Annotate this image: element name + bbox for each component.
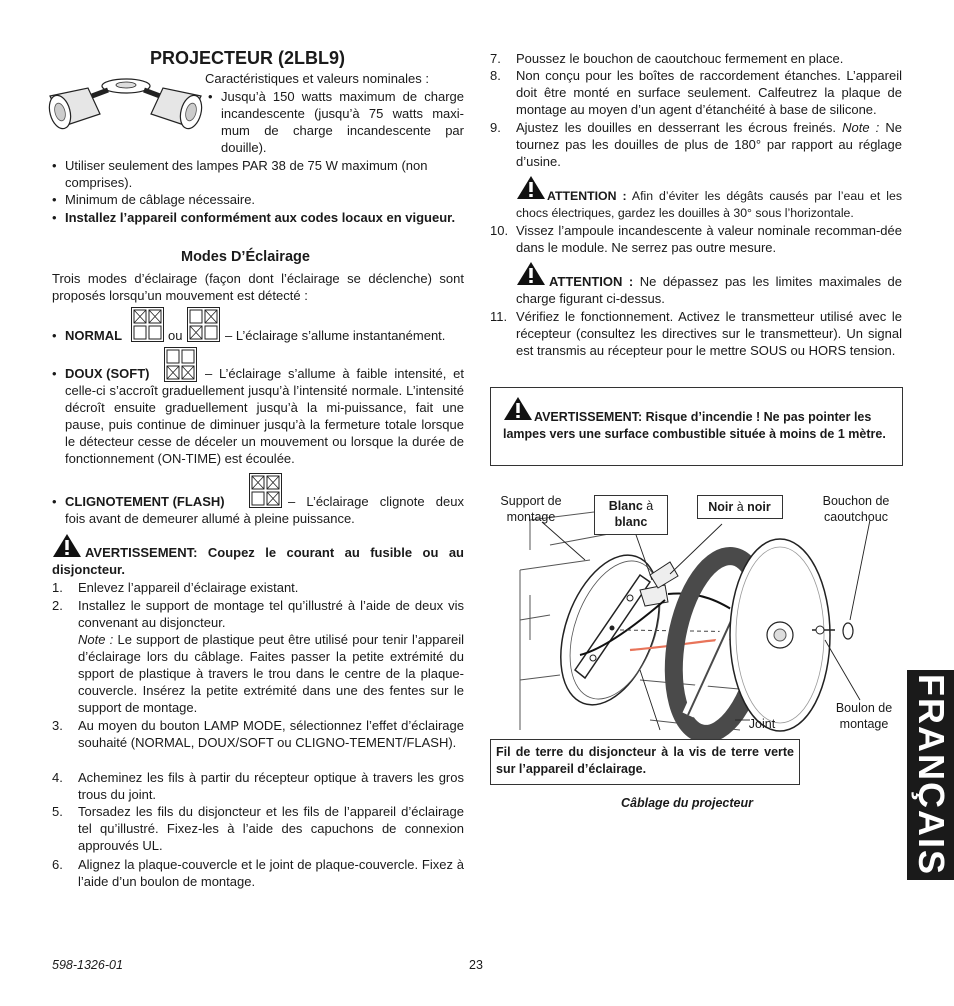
bolt-label: Boulon de montage: [835, 701, 893, 731]
page-number: 23: [469, 958, 483, 972]
black-wire-text: Noir à noir: [708, 500, 771, 514]
step-text: Poussez le bouchon de caoutchouc fermement en place.: [516, 51, 844, 66]
bullet-text: Installez l’appareil conformément aux codes locaux en vigueur.: [65, 210, 456, 225]
mode-label: DOUX (SOFT): [65, 366, 150, 381]
plug-label: Bouchon de caoutchouc: [822, 494, 890, 524]
bullet-text: Utiliser seulement des lampes PAR 38 de 75 W maximum (non comprises).: [65, 158, 428, 190]
gasket-label: Joint: [748, 717, 776, 731]
mode-normal-icon: [187, 307, 220, 342]
ground-note-text: Fil de terre du disjoncteur à la vis de terre verte sur l’appareil d’éclairage.: [496, 745, 794, 776]
step-text: Acheminez les fils à partir du récepteur optique à travers les gros trous du joint.: [78, 770, 464, 802]
step-text: Vérifiez le fonctionnement. Activez le transmetteur utilisé avec le récepteur (consultez les directives sur le transmetteur). Un signal est transmis au récepteur pour le mettre SOUS ou HORS tension.: [516, 309, 902, 358]
figure-caption: Câblage du projecteur: [621, 796, 753, 810]
language-tab: [907, 670, 954, 880]
specs-line: Jusqu’à 150 watts maximum de charge: [221, 89, 464, 104]
step-text: Installez le support de montage tel qu’illustré à l’aide de deux vis convenant au disjoncteur.: [78, 598, 464, 630]
attention-text: ATTENTION : Ne dépassez pas les limites maximales de charge figurant ci-dessus.: [516, 274, 902, 306]
attention-text: ATTENTION : Afin d’éviter les dégâts causés par l’eau et les chocs électriques, gardez les douilles à 30° sous l’horizontale.: [516, 189, 902, 220]
page-title: PROJECTEUR (2LBL9): [150, 48, 346, 68]
mode-normal-icon: [131, 307, 164, 342]
language-tab-label: FRANÇAIS: [910, 674, 952, 876]
modes-intro: Trois modes d’éclairage (façon dont l’éclairage se déclenche) sont proposés lorsqu’un mouvement est détecté :: [52, 271, 464, 303]
step-text: Vissez l’ampoule incandescente à valeur nominale recomman-dée dans le module. Ne serrez pas outre mesure.: [516, 223, 902, 255]
white-wire-text: Blanc à blanc: [608, 499, 654, 529]
step-note: Note : Le support de plastique peut être utilisé pour tenir l’appareil d’éclairage lors du câblage. Faites passer la petite extrémité du spport de plastique à travers le trou dans le centre de la plaque-couvercle. Insérez la petite extrémité dans une des fentes sur le support de montage.: [78, 632, 465, 715]
specs-line: douille).: [221, 140, 267, 155]
specs-heading: Caractéristiques et valeurs nominales :: [205, 71, 429, 86]
bullet-text: Minimum de câblage nécessaire.: [65, 192, 256, 207]
mode-label: CLIGNOTEMENT (FLASH): [65, 494, 225, 509]
mode-text: – L’éclairage clignote deux fois avant de demeurer allumé à pleine puissance.: [65, 494, 464, 526]
fire-warning-text: AVERTISSEMENT: Risque d’incendie ! Ne pas pointer les lampes vers une surface combustible située à moins de 1 mètre.: [503, 410, 886, 441]
step-text: Enlevez l’appareil d’éclairage existant.: [78, 580, 299, 595]
specs-line: incandescente (jusqu’à 75 watts maxi-: [221, 106, 464, 121]
mode-label: NORMAL: [65, 328, 123, 343]
mode-text: – L’éclairage s’allume à faible intensité, et celle-ci s’accroît graduellement jusqu’à l’intensité normale. L’intensité décroît ensuite graduellement jusqu’à la mi-puissance, fait une pause, puis continue de diminuer jusqu’à la fermeture totale lorsque le détecteur cesse de déceler un mouvement ou lorsque la durée de fonctionnement (ON-TIME) est écoulée.: [65, 366, 464, 466]
warning-text: AVERTISSEMENT: Coupez le courant au fusible ou au disjoncteur.: [52, 545, 464, 577]
mode-text: – L’éclairage s’allume instantanément.: [225, 328, 446, 343]
spec-bullet: •: [208, 89, 213, 104]
step-text: Ajustez les douilles en desserrant les écrous freinés. Note : Ne tournez pas les douilles de plus de 180° par rapport au réglage d’usine.: [516, 120, 903, 169]
or-text: ou: [168, 328, 183, 343]
floodlight-icon: [48, 74, 203, 132]
step-text: Au moyen du bouton LAMP MODE, sélectionnez l’effet d’éclairage souhaité (NORMAL, DOUX/SOFT ou CLIGNO-TEMENT/FLASH).: [78, 718, 464, 750]
document-code: 598-1326-01: [52, 958, 123, 972]
specs-line: mum de charge incandescente par: [221, 123, 464, 138]
section-heading: Modes D’Éclairage: [181, 249, 310, 265]
step-text: Torsadez les fils du disjoncteur et les fils de l’appareil d’éclairage tel qu’illustré. Fixez-les à l’aide des capuchons de connexion approuvés UL.: [78, 804, 464, 853]
step-text: Non conçu pour les boîtes de raccordement étanches. L’appareil doit être monté en surface seulement. Calfeutrez la plaque de montage au moyen d’un agent d’étanchéité à base de silicone.: [516, 68, 902, 117]
support-label: Support de montage: [500, 494, 562, 524]
step-text: Alignez la plaque-couvercle et le joint de plaque-couvercle. Fixez à l’aide d’un boulon de montage.: [78, 857, 464, 889]
